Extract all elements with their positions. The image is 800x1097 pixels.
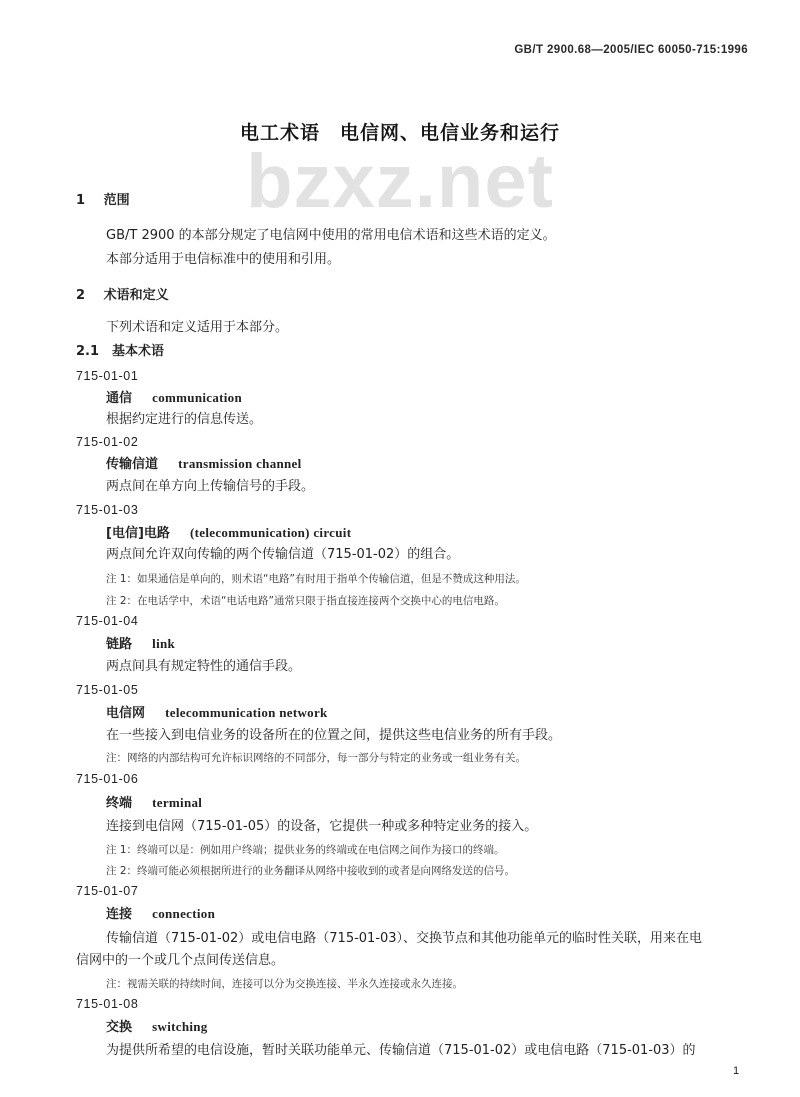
section-1-heading (76, 193, 130, 209)
entry-number: 715-01-08 (76, 997, 139, 1011)
term-zh: 电信网 (106, 706, 146, 721)
term-en: terminal (152, 795, 203, 810)
entry-number: 715-01-05 (76, 683, 139, 697)
entry-term-line (106, 705, 328, 722)
section-title: 术语和定义 (103, 288, 169, 303)
entry-definition: 在一些接入到电信业务的设备所在的位置之间，提供这些电信业务的所有手段。 (106, 728, 562, 743)
entry-definition: 两点间允许双向传输的两个传输信道（715-01-02）的组合。 (106, 547, 460, 562)
term-en: communication (152, 390, 242, 405)
entry-number: 715-01-06 (76, 772, 139, 786)
term-en: connection (152, 906, 216, 921)
entry-definition: 为提供所希望的电信设施，暂时关联功能单元、传输信道（715-01-02）或电信电路（715-01-03）的 (106, 1043, 696, 1058)
entry-number: 715-01-07 (76, 884, 139, 898)
subsection-heading: 2.1 基本术语 (76, 344, 165, 359)
entry-note: 注 2：在电话学中，术语“电话电路”通常只限于指直接连接两个交换中心的电信电路。 (106, 595, 505, 607)
entry-number: 715-01-03 (76, 503, 139, 517)
section-2-heading (76, 288, 169, 304)
entry-number: 715-01-04 (76, 614, 139, 628)
term-en: switching (152, 1019, 208, 1034)
term-en: transmission channel (178, 456, 302, 471)
term-zh: 传输信道 (106, 457, 159, 472)
entry-number: 715-01-01 (76, 369, 139, 383)
entry-definition: 两点间具有规定特性的通信手段。 (106, 659, 302, 674)
term-zh: 连接 (106, 907, 133, 922)
entry-note: 注：网络的内部结构可允许标识网络的不同部分，每一部分与特定的业务或一组业务有关。 (106, 752, 526, 764)
entry-definition-continued: 信网中的一个或几个点间传送信息。 (76, 953, 285, 968)
entry-term-line (106, 525, 351, 542)
entry-number: 715-01-02 (76, 435, 139, 449)
term-en: (telecommunication) circuit (190, 525, 352, 540)
paragraph: GB/T 2900 的本部分规定了电信网中使用的常用电信术语和这些术语的定义。 (106, 228, 556, 243)
entry-definition: 连接到电信网（715-01-05）的设备，它提供一种或多种特定业务的接入。 (106, 819, 538, 834)
entry-note: 注 1：终端可以是：例如用户终端；提供业务的终端或在电信网之间作为接口的终端。 (106, 844, 505, 856)
standard-code-header: GB/T 2900.68—2005/IEC 60050-715:1996 (514, 44, 748, 56)
term-zh: [电信]电路 (106, 526, 170, 541)
entry-definition: 两点间在单方向上传输信号的手段。 (106, 479, 315, 494)
entry-term-line (106, 795, 202, 812)
term-zh: 交换 (106, 1020, 133, 1035)
term-zh: 终端 (106, 796, 133, 811)
entry-term-line (106, 390, 242, 407)
entry-term-line (106, 636, 175, 653)
term-en: link (152, 636, 176, 651)
term-zh: 链路 (106, 637, 133, 652)
document-title: 电工术语 电信网、电信业务和运行 (239, 122, 560, 144)
paragraph: 本部分适用于电信标准中的使用和引用。 (106, 252, 341, 267)
entry-definition: 传输信道（715-01-02）或电信电路（715-01-03）、交换节点和其他功能单元的临时性关联，用来在电 (106, 931, 703, 946)
entry-note: 注：视需关联的持续时间，连接可以分为交换连接、半永久连接或永久连接。 (106, 978, 463, 990)
entry-note: 注 2：终端可能必须根据所进行的业务翻译从网络中接收到的或者是向网络发送的信号。 (106, 865, 516, 877)
term-zh: 通信 (106, 391, 133, 406)
page-number: 1 (733, 1065, 740, 1077)
term-en: telecommunication network (165, 705, 328, 720)
watermark: bzxz.net (246, 139, 554, 224)
section-title: 范围 (103, 193, 130, 208)
entry-note: 注 1：如果通信是单向的，则术语“电路”有时用于指单个传输信道，但是不赞成这种用法。 (106, 573, 526, 585)
paragraph: 下列术语和定义适用于本部分。 (106, 320, 289, 335)
section-number: 1 (76, 193, 86, 208)
entry-term-line (106, 1019, 208, 1036)
entry-term-line (106, 456, 302, 473)
section-number: 2 (76, 288, 86, 303)
entry-term-line (106, 906, 215, 923)
entry-definition: 根据约定进行的信息传送。 (106, 412, 263, 427)
